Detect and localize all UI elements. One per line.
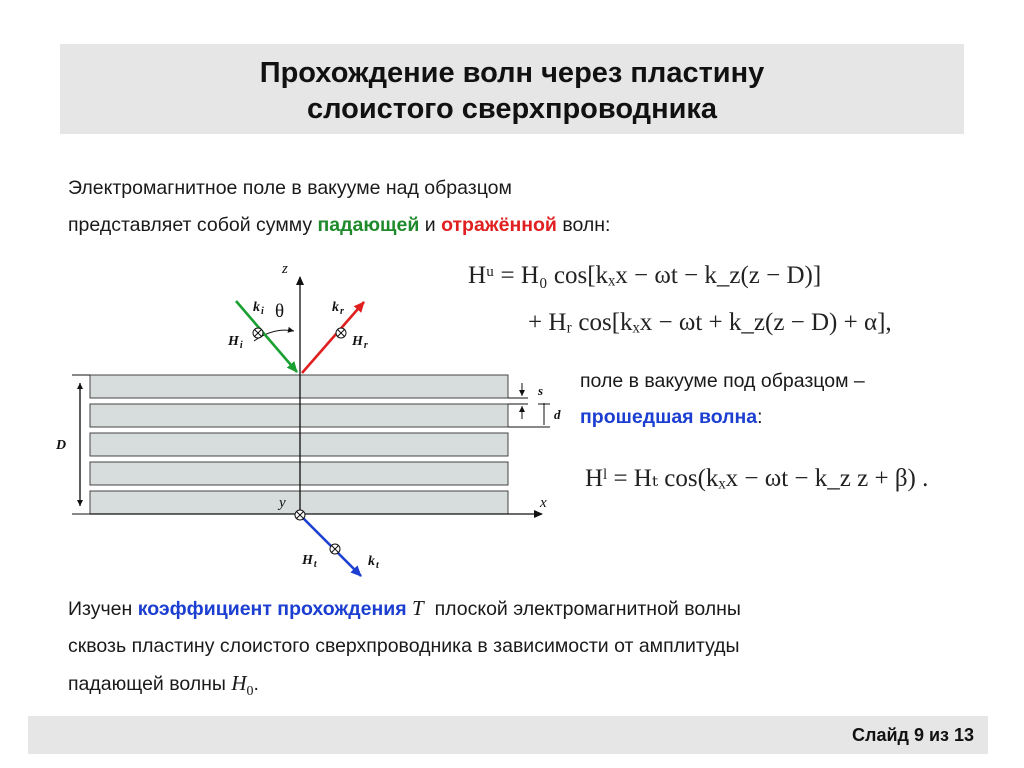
intro-and: и xyxy=(419,214,442,236)
conclusion-paragraph xyxy=(68,590,968,710)
slide-title-line-2: слоистого сверхпроводника xyxy=(306,93,718,125)
intro-line-1: Электромагнитное поле в вакууме над образцом xyxy=(68,177,512,199)
intro-line-2-start: представляет собой сумму xyxy=(68,214,318,236)
incident-wave-term: падающей xyxy=(317,214,420,236)
layer-4 xyxy=(90,462,508,485)
x-axis-label: x xyxy=(540,495,547,511)
H-r-label: $H_r$ xyxy=(352,334,368,351)
k-i-label: $k_i$ xyxy=(253,300,264,317)
H-i-label: $H_i$ xyxy=(228,334,243,351)
label-s: s xyxy=(538,383,544,398)
title-banner xyxy=(60,44,964,134)
layer-dimensions xyxy=(508,383,561,427)
incident-field-symbol xyxy=(253,328,263,338)
label-D: D xyxy=(56,438,67,453)
reflected-wave-term: отражённой xyxy=(441,214,557,236)
symbol-T: T xyxy=(412,596,424,620)
below-sample-text xyxy=(580,363,1000,435)
label-d: d xyxy=(554,407,561,422)
thickness-dimension-D xyxy=(55,375,90,514)
layer-2 xyxy=(90,404,508,427)
conclusion-line-2: сквозь пластину слоистого сверхпроводника в зависимости от амплитуды xyxy=(68,635,740,657)
upper-field-equation-line-2: + Hᵣ cos[kₓx − ωt + k_z(z − D) + α], xyxy=(528,309,892,336)
y-axis-label: y xyxy=(279,495,286,511)
conclusion-line-1-rest: плоской электромагнитной волны xyxy=(423,598,741,620)
H-t-label: $H_t$ xyxy=(302,553,317,570)
conclusion-line-3-end: . xyxy=(253,673,259,695)
slide-title-line-1: Прохождение волн через пластину xyxy=(259,57,765,89)
angle-theta-label: θ xyxy=(275,301,285,322)
lower-field-equation: Hˡ = Hₜ cos(kₓx − ωt − k_z z + β) . xyxy=(585,465,929,492)
footer-bar xyxy=(28,716,988,754)
origin-field-symbol xyxy=(295,510,305,520)
slide-counter: Слайд 9 из 13 xyxy=(852,725,974,745)
conclusion-start: Изучен xyxy=(68,598,138,620)
below-text-line-1: поле в вакууме под образцом – xyxy=(580,370,865,392)
symbol-H0: $H_0$ xyxy=(231,671,254,700)
transmission-coefficient-term: коэффициент прохождения xyxy=(137,598,407,620)
conclusion-line-3-start: падающей волны xyxy=(68,673,232,695)
intro-paragraph xyxy=(68,170,828,244)
upper-field-equation-line-1: Hᵘ = H₀ cos[kₓx − ωt − k_z(z − D)] xyxy=(468,262,822,289)
layer-1 xyxy=(90,375,508,398)
transmitted-wave-term: прошедшая волна xyxy=(580,406,758,428)
k-t-label: $k_t$ xyxy=(368,554,379,571)
incident-wave-arrow xyxy=(236,301,297,372)
transmitted-field-symbol xyxy=(330,544,340,554)
layered-plate-diagram xyxy=(50,255,570,585)
z-axis-label: z xyxy=(282,261,288,277)
superconductor-layers xyxy=(90,375,508,514)
layer-3 xyxy=(90,433,508,456)
reflected-field-symbol xyxy=(336,328,346,338)
intro-line-2-end: волн: xyxy=(556,214,611,236)
below-text-colon: : xyxy=(757,406,763,428)
k-r-label: $k_r$ xyxy=(332,300,344,317)
